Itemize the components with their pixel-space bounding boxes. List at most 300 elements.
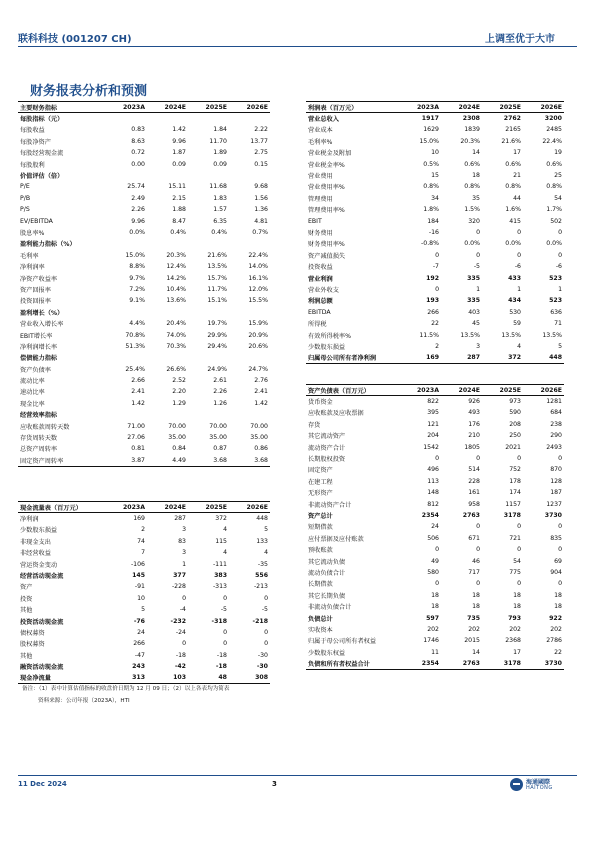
row-label: 毛利率 bbox=[20, 252, 39, 260]
cell-value: 0.09 bbox=[213, 160, 227, 168]
cell-value: -313 bbox=[212, 583, 227, 591]
cell-value: 11.68 bbox=[209, 183, 227, 191]
rating-banner: 上调至优于大市 bbox=[485, 34, 555, 45]
row-label: 毛利率% bbox=[308, 138, 333, 146]
cell-value: 922 bbox=[549, 614, 562, 622]
cell-value: 11.5% bbox=[419, 331, 439, 339]
cell-value: 4 bbox=[517, 342, 521, 350]
cell-value: 2354 bbox=[400, 658, 441, 669]
table-row bbox=[18, 136, 270, 147]
year-header: 2025E bbox=[188, 502, 229, 513]
table-row bbox=[18, 398, 270, 409]
haitong-logo bbox=[510, 776, 568, 794]
cell-value bbox=[106, 409, 147, 420]
year-header: 2025E bbox=[482, 102, 523, 113]
cell-value: 1.89 bbox=[213, 149, 227, 157]
cell-value: 48 bbox=[188, 672, 229, 683]
cell-value: 238 bbox=[550, 420, 562, 428]
cell-value: 9.1% bbox=[129, 297, 145, 305]
cell-value: 0.6% bbox=[505, 160, 521, 168]
cell-value: 0.6% bbox=[464, 160, 480, 168]
cell-value: 0 bbox=[517, 251, 521, 259]
cell-value: -18 bbox=[216, 651, 227, 659]
cell-value: 3.68 bbox=[188, 455, 229, 466]
cell-value: -5 bbox=[220, 606, 227, 614]
table-row bbox=[306, 170, 564, 181]
table-row bbox=[306, 215, 564, 226]
cell-value bbox=[106, 352, 147, 363]
cell-value: 13.5% bbox=[542, 331, 562, 339]
row-label: 利润总额 bbox=[308, 298, 333, 306]
table-row bbox=[18, 250, 270, 261]
row-label: 流动比率 bbox=[20, 378, 45, 386]
cell-value: 16.1% bbox=[248, 274, 268, 282]
cell-value: 10 bbox=[137, 594, 145, 602]
table-row bbox=[306, 284, 564, 295]
row-label: 归属母公司所有者净利润 bbox=[306, 352, 400, 363]
year-header: 2025E bbox=[482, 385, 523, 396]
cell-value: 1.87 bbox=[172, 149, 186, 157]
section-title: 财务报表分析和预测 bbox=[30, 84, 148, 99]
row-label: 其它流动资产 bbox=[308, 433, 346, 441]
row-label: 资产减值损失 bbox=[308, 252, 346, 260]
table-row bbox=[18, 581, 270, 592]
cell-value: 0 bbox=[558, 455, 562, 463]
cell-value: 287 bbox=[441, 352, 482, 363]
cell-value: 0.8% bbox=[423, 183, 439, 191]
cell-value: 2308 bbox=[462, 115, 480, 123]
cell-value: -0.8% bbox=[421, 240, 439, 248]
cell-value: 1805 bbox=[464, 443, 480, 451]
cell-value: 2.41 bbox=[254, 388, 268, 396]
cell-value: -213 bbox=[253, 583, 268, 591]
cell-value: 71 bbox=[554, 320, 562, 328]
row-label: 其他 bbox=[20, 652, 33, 660]
cell-value bbox=[106, 238, 147, 249]
cell-value: 54 bbox=[513, 557, 521, 565]
cell-value: 1.84 bbox=[213, 126, 227, 134]
cell-value: 597 bbox=[426, 614, 439, 622]
cell-value bbox=[106, 113, 147, 124]
cell-value: -18 bbox=[215, 663, 227, 671]
cell-value: 2.52 bbox=[172, 377, 186, 385]
table-row bbox=[18, 238, 270, 249]
cell-value: 2786 bbox=[546, 637, 562, 645]
cell-value: 0 bbox=[476, 546, 480, 554]
row-label: 每股经营现金流 bbox=[20, 150, 64, 158]
cell-value: 1.56 bbox=[254, 194, 268, 202]
cell-value: 0 bbox=[264, 594, 268, 602]
table-row bbox=[18, 181, 270, 192]
cell-value: 12.0% bbox=[248, 285, 268, 293]
cell-value: 45 bbox=[472, 320, 480, 328]
table-header-row bbox=[306, 385, 564, 396]
cell-value: 0 bbox=[558, 580, 562, 588]
cell-value: 266 bbox=[133, 640, 145, 648]
cell-value bbox=[229, 238, 270, 249]
row-label: 净利润 bbox=[20, 516, 39, 524]
year-header: 2026E bbox=[229, 102, 270, 113]
cell-value: -18 bbox=[175, 651, 186, 659]
cell-value: 523 bbox=[549, 274, 562, 282]
cell-value: 0.87 bbox=[213, 445, 227, 453]
cell-value: 24 bbox=[137, 628, 145, 636]
table-row bbox=[306, 430, 564, 441]
cell-value bbox=[188, 113, 229, 124]
logo-text-cn: 海通國際 bbox=[526, 779, 551, 786]
cell-value: 10 bbox=[431, 149, 439, 157]
cell-value: 0 bbox=[223, 594, 227, 602]
cell-value: 0 bbox=[223, 640, 227, 648]
cell-value: 0.8% bbox=[546, 183, 562, 191]
cell-value: 2015 bbox=[464, 637, 480, 645]
cell-value: 0.72 bbox=[131, 149, 145, 157]
cell-value: 18 bbox=[472, 172, 480, 180]
year-header: 2023A bbox=[106, 502, 147, 513]
table-row bbox=[306, 238, 564, 249]
cell-value: 250 bbox=[509, 432, 521, 440]
cell-value: 1281 bbox=[546, 398, 562, 406]
cell-value: 49 bbox=[431, 557, 439, 565]
cell-value: 434 bbox=[508, 297, 521, 305]
row-label: 负债和所有者权益合计 bbox=[306, 658, 400, 669]
table-row bbox=[18, 318, 270, 329]
cell-value: 9.96 bbox=[131, 217, 145, 225]
cell-value: 335 bbox=[467, 274, 480, 282]
row-label: 资产总计 bbox=[308, 512, 333, 520]
table-row bbox=[306, 419, 564, 430]
cell-value: 18 bbox=[554, 603, 562, 611]
table-header-row bbox=[18, 502, 270, 513]
table-row bbox=[306, 601, 564, 612]
cell-value: 2354 bbox=[421, 511, 439, 519]
row-label: 速动比率 bbox=[20, 389, 45, 397]
cell-value: 835 bbox=[550, 534, 562, 542]
row-label: 货币资金 bbox=[308, 399, 333, 407]
cell-value: 0 bbox=[435, 580, 439, 588]
table-row bbox=[18, 204, 270, 215]
cell-value: 0 bbox=[476, 251, 480, 259]
cell-value: -7 bbox=[432, 263, 439, 271]
cell-value: 25 bbox=[554, 172, 562, 180]
cell-value: 14 bbox=[472, 149, 480, 157]
cell-value: 1.5% bbox=[464, 206, 480, 214]
cell-value: 2.66 bbox=[131, 377, 145, 385]
cell-value: 7.2% bbox=[129, 285, 145, 293]
row-label: 每股净资产 bbox=[20, 138, 51, 146]
cell-value: 0 bbox=[223, 628, 227, 636]
row-label: 无形资产 bbox=[308, 490, 333, 498]
row-label: 资产负债率 bbox=[20, 366, 51, 374]
cell-value: 0.0% bbox=[546, 240, 562, 248]
cell-value: 0 bbox=[558, 228, 562, 236]
cell-value: 1.83 bbox=[213, 194, 227, 202]
cell-value: 20.3% bbox=[460, 137, 480, 145]
cell-value: 208 bbox=[509, 420, 521, 428]
table-row bbox=[18, 215, 270, 226]
cell-value: 0 bbox=[264, 640, 268, 648]
row-label: 盈利增长（%） bbox=[20, 309, 64, 317]
table-row bbox=[306, 590, 564, 601]
cell-value: 69 bbox=[554, 557, 562, 565]
cell-value: 377 bbox=[173, 572, 186, 580]
cell-value: 8.8% bbox=[129, 263, 145, 271]
logo-text-en: HAITONG bbox=[526, 785, 553, 791]
cell-value: -16 bbox=[428, 228, 439, 236]
cell-value: 5 bbox=[264, 526, 268, 534]
cell-value: 1917 bbox=[421, 115, 439, 123]
row-label: 归属于母公司所有者权益 bbox=[308, 638, 377, 646]
cell-value: 21.6% bbox=[501, 137, 521, 145]
page-number: 3 bbox=[272, 780, 277, 788]
cell-value: -24 bbox=[175, 628, 186, 636]
haitong-logo-icon bbox=[510, 778, 523, 791]
cell-value bbox=[229, 352, 270, 363]
row-label: 长期借款 bbox=[308, 581, 333, 589]
row-label: 流动资产合计 bbox=[308, 444, 346, 452]
cell-value: 523 bbox=[549, 297, 562, 305]
cell-value: 1.26 bbox=[213, 399, 227, 407]
cell-value: 70.8% bbox=[125, 331, 145, 339]
table-row bbox=[18, 672, 270, 683]
table-row bbox=[18, 113, 270, 124]
cell-value: 169 bbox=[133, 515, 145, 523]
income-statement-table bbox=[306, 101, 564, 364]
cell-value: 35.00 bbox=[209, 434, 227, 442]
cell-value: 0 bbox=[476, 523, 480, 531]
row-label: 营业总收入 bbox=[308, 116, 339, 124]
table-row bbox=[306, 227, 564, 238]
table-row bbox=[306, 147, 564, 158]
table-row bbox=[18, 170, 270, 181]
row-label: 偿债能力指标 bbox=[20, 355, 58, 363]
table-row bbox=[18, 570, 270, 581]
cell-value: 128 bbox=[550, 477, 562, 485]
table-row bbox=[306, 193, 564, 204]
row-label: 流动负债合计 bbox=[308, 569, 346, 577]
cell-value: 83 bbox=[178, 537, 186, 545]
cell-value: 0.83 bbox=[131, 126, 145, 134]
cell-value: 202 bbox=[550, 625, 562, 633]
cell-value: 320 bbox=[468, 217, 480, 225]
table-row bbox=[306, 307, 564, 318]
cell-value: 4.4% bbox=[129, 320, 145, 328]
cell-value: 0.4% bbox=[170, 228, 186, 236]
cell-value: 721 bbox=[509, 534, 521, 542]
cell-value: -30 bbox=[257, 651, 268, 659]
cell-value: 556 bbox=[255, 572, 268, 580]
cell-value: 25.74 bbox=[127, 183, 145, 191]
cell-value: 145 bbox=[132, 572, 145, 580]
cell-value: 3178 bbox=[503, 511, 521, 519]
cell-value: 1746 bbox=[423, 637, 439, 645]
row-label: 投资收益 bbox=[308, 264, 333, 272]
cell-value: 403 bbox=[468, 308, 480, 316]
row-label: 应收账款周转天数 bbox=[20, 423, 70, 431]
cell-value: 3.68 bbox=[229, 455, 270, 466]
cell-value: 15.5% bbox=[248, 297, 268, 305]
cell-value bbox=[229, 409, 270, 420]
cell-value bbox=[229, 307, 270, 318]
cell-value: 383 bbox=[214, 572, 227, 580]
row-label: 短期借款 bbox=[308, 524, 333, 532]
cell-value: 22 bbox=[431, 320, 439, 328]
row-label: 应付票据及应付账款 bbox=[308, 535, 364, 543]
table-row bbox=[306, 295, 564, 306]
cell-value: 15.1% bbox=[207, 297, 227, 305]
cell-value: 0 bbox=[476, 455, 480, 463]
cell-value: 1.7% bbox=[546, 206, 562, 214]
cell-value: 717 bbox=[468, 568, 480, 576]
cell-value: 15.7% bbox=[207, 274, 227, 282]
cell-value: 51.3% bbox=[125, 342, 145, 350]
cell-value: 192 bbox=[426, 274, 439, 282]
cell-value: 3 bbox=[182, 549, 186, 557]
cell-value: 26.6% bbox=[166, 365, 186, 373]
cell-value: 0 bbox=[558, 523, 562, 531]
cell-value: 636 bbox=[550, 308, 562, 316]
cell-value: -6 bbox=[514, 263, 521, 271]
row-label: 在建工程 bbox=[308, 478, 333, 486]
cell-value: 29.9% bbox=[207, 331, 227, 339]
table-row bbox=[306, 261, 564, 272]
cell-value bbox=[106, 307, 147, 318]
table-row bbox=[306, 136, 564, 147]
cell-value: 11.7% bbox=[207, 285, 227, 293]
table-row bbox=[18, 558, 270, 569]
cell-value: 20.4% bbox=[166, 320, 186, 328]
row-label: 营业成本 bbox=[308, 127, 333, 135]
cell-value: 0 bbox=[517, 546, 521, 554]
row-label: EBITDA bbox=[308, 308, 331, 316]
cell-value: 926 bbox=[468, 398, 480, 406]
table-header-row bbox=[306, 102, 564, 113]
row-label: 固定资产 bbox=[308, 467, 333, 475]
table-row bbox=[18, 341, 270, 352]
cell-value: 335 bbox=[467, 297, 480, 305]
cell-value: 0 bbox=[476, 580, 480, 588]
cell-value: 0 bbox=[435, 251, 439, 259]
cell-value: 13.5% bbox=[460, 331, 480, 339]
cell-value: 13.5% bbox=[207, 263, 227, 271]
cell-value: 0.5% bbox=[423, 160, 439, 168]
cell-value: 35.00 bbox=[250, 434, 268, 442]
cell-value: 18 bbox=[431, 603, 439, 611]
cell-value bbox=[147, 409, 188, 420]
table-row bbox=[18, 443, 270, 454]
row-label: 营业外收支 bbox=[308, 286, 339, 294]
cell-value: 684 bbox=[550, 409, 562, 417]
cell-value: 0.0% bbox=[505, 240, 521, 248]
cell-value: 1 bbox=[476, 285, 480, 293]
cell-value: 580 bbox=[427, 568, 439, 576]
row-label: 管理费用 bbox=[308, 195, 333, 203]
table-row bbox=[18, 650, 270, 661]
cell-value: 35.00 bbox=[168, 434, 186, 442]
table-row bbox=[18, 409, 270, 420]
cell-value: 1.6% bbox=[505, 206, 521, 214]
cell-value: 0.8% bbox=[505, 183, 521, 191]
cell-value: 0.00 bbox=[131, 160, 145, 168]
row-label: P/S bbox=[20, 206, 30, 214]
cell-value: 590 bbox=[509, 409, 521, 417]
cell-value: 46 bbox=[472, 557, 480, 565]
cell-value: 1629 bbox=[423, 126, 439, 134]
table-row bbox=[306, 158, 564, 169]
table-row bbox=[306, 487, 564, 498]
row-label: 非流动资产合计 bbox=[308, 501, 352, 509]
cell-value: 74.0% bbox=[166, 331, 186, 339]
cell-value: 493 bbox=[468, 409, 480, 417]
cell-value: 121 bbox=[427, 420, 439, 428]
cell-value: 5 bbox=[141, 606, 145, 614]
row-label: 净资产收益率 bbox=[20, 275, 58, 283]
table-row bbox=[18, 536, 270, 547]
cell-value: 1.42 bbox=[131, 399, 145, 407]
row-label: 其他 bbox=[20, 607, 33, 615]
row-label: P/E bbox=[20, 183, 30, 191]
table-row bbox=[306, 624, 564, 635]
cell-value: 3730 bbox=[544, 511, 562, 519]
table-row bbox=[306, 521, 564, 532]
cell-value: 2762 bbox=[503, 115, 521, 123]
row-label: 每股收益 bbox=[20, 127, 45, 135]
cell-value: 395 bbox=[427, 409, 439, 417]
cell-value: 19 bbox=[554, 149, 562, 157]
cell-value: 210 bbox=[468, 432, 480, 440]
cell-value: 25.4% bbox=[125, 365, 145, 373]
cell-value: 0 bbox=[182, 594, 186, 602]
cell-value bbox=[147, 352, 188, 363]
cell-value: 103 bbox=[147, 672, 188, 683]
row-label: P/B bbox=[20, 194, 31, 202]
cell-value: -232 bbox=[170, 617, 186, 625]
cell-value: 18 bbox=[513, 603, 521, 611]
row-label: 其它长期负债 bbox=[308, 592, 346, 600]
row-label: 总资产周转率 bbox=[20, 446, 58, 454]
cell-value: 13.77 bbox=[250, 137, 268, 145]
cell-value: 2.61 bbox=[213, 377, 227, 385]
row-label: 营业税金及附加 bbox=[308, 150, 352, 158]
table-row bbox=[18, 455, 270, 466]
cell-value: 17 bbox=[513, 149, 521, 157]
year-header: 2024E bbox=[147, 502, 188, 513]
row-label: 少数股东损益 bbox=[308, 343, 346, 351]
cell-value: 372 bbox=[215, 515, 227, 523]
row-label: 存货 bbox=[308, 421, 321, 429]
cell-value: 24.7% bbox=[248, 365, 268, 373]
cell-value: 2 bbox=[435, 342, 439, 350]
cell-value: 5 bbox=[558, 342, 562, 350]
cell-value: 148 bbox=[427, 489, 439, 497]
cell-value: 752 bbox=[509, 466, 521, 474]
cell-value: 0 bbox=[558, 251, 562, 259]
cell-value: 0 bbox=[435, 546, 439, 554]
cell-value: 2 bbox=[141, 526, 145, 534]
cell-value: -111 bbox=[212, 560, 227, 568]
cell-value: 3200 bbox=[544, 115, 562, 123]
table-row bbox=[306, 204, 564, 215]
table-row bbox=[18, 158, 270, 169]
cell-value bbox=[106, 170, 147, 181]
cell-value: 0 bbox=[476, 228, 480, 236]
cell-value: 22.4% bbox=[248, 251, 268, 259]
table-row bbox=[18, 363, 270, 374]
cell-value: 870 bbox=[550, 466, 562, 474]
row-label: 财务费用率% bbox=[308, 241, 345, 249]
cell-value: -228 bbox=[171, 583, 186, 591]
cell-value: 1.42 bbox=[172, 126, 186, 134]
